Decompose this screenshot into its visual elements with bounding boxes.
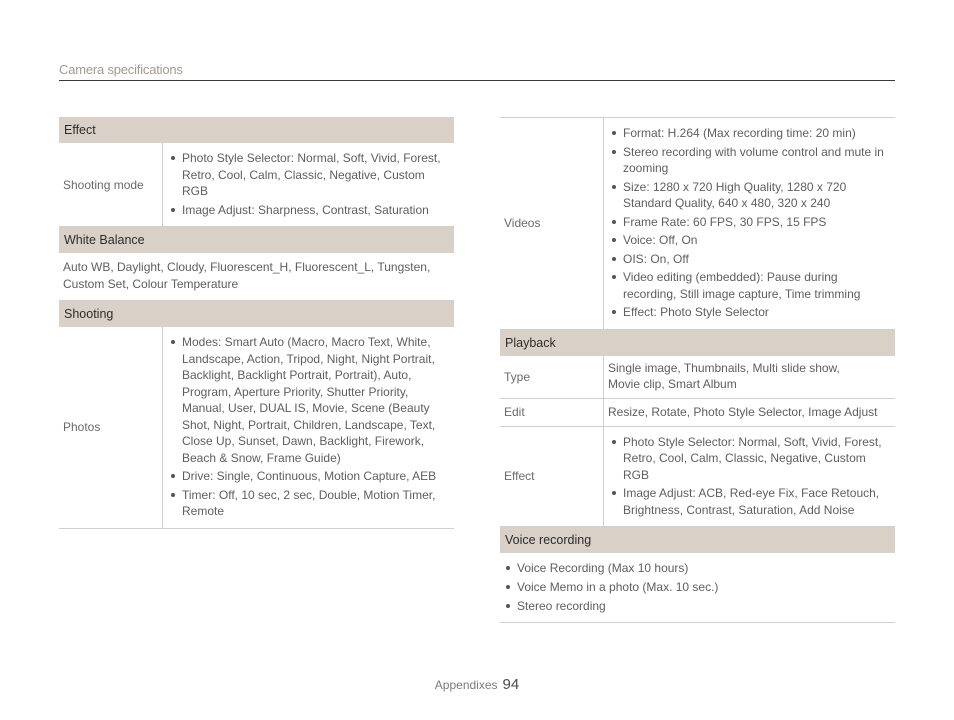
videos-content bbox=[604, 118, 895, 329]
list-item: Stereo recording with volume control and mute in zooming bbox=[610, 144, 889, 177]
list-item: Effect: Photo Style Selector bbox=[610, 304, 889, 321]
list-item: Modes: Smart Auto (Macro, Macro Text, White, Landscape, Action, Tripod, Night, Night Portrait, Backlight, Backlight Portrait, Portrait), Auto, Program, Aperture Priority, Shutter Priority, Manual, User, DUAL IS, Movie, Scene (Beauty Shot, Night, Portrait, Children, Landscape, Text, Close Up, Sunset, Dawn, Backlight, Firework, Beach & Snow, Frame Guide) bbox=[169, 334, 448, 466]
photos-label: Photos bbox=[59, 327, 163, 528]
voice-recording-content bbox=[500, 553, 895, 623]
page-number: 94 bbox=[502, 676, 520, 693]
list-item: Size: 1280 x 720 High Quality, 1280 x 720 Standard Quality, 640 x 480, 320 x 240 bbox=[610, 179, 889, 212]
shooting-mode-content bbox=[163, 143, 454, 226]
list-item: Photo Style Selector: Normal, Soft, Vivid, Forest, Retro, Cool, Calm, Classic, Negative, Custom RGB bbox=[169, 150, 448, 200]
left-spec-table bbox=[59, 117, 454, 529]
type-line: Single image, Thumbnails, Multi slide show, bbox=[608, 360, 840, 375]
photos-content bbox=[163, 327, 454, 528]
edit-label: Edit bbox=[500, 399, 604, 426]
right-spec-table bbox=[500, 117, 895, 623]
effect-row bbox=[500, 427, 895, 528]
footer-section: Appendixes bbox=[434, 678, 498, 692]
effect-content bbox=[604, 427, 895, 527]
edit-content: Resize, Rotate, Photo Style Selector, Image Adjust bbox=[608, 404, 878, 419]
list-item: Voice Memo in a photo (Max. 10 sec.) bbox=[504, 579, 891, 596]
page-title: Camera specifications bbox=[59, 62, 183, 77]
list-item: Voice Recording (Max 10 hours) bbox=[504, 560, 891, 577]
list-item: Frame Rate: 60 FPS, 30 FPS, 15 FPS bbox=[610, 214, 889, 231]
type-row bbox=[500, 356, 895, 399]
edit-row bbox=[500, 399, 895, 427]
type-label: Type bbox=[500, 356, 604, 398]
photos-row bbox=[59, 327, 454, 529]
voice-recording-heading: Voice recording bbox=[500, 527, 895, 553]
white-balance-heading: White Balance bbox=[59, 227, 454, 253]
effect-heading: Effect bbox=[59, 117, 454, 143]
white-balance-text: Auto WB, Daylight, Cloudy, Fluorescent_H, Fluorescent_L, Tungsten, Custom Set, Colour Temperature bbox=[59, 253, 454, 301]
shooting-mode-label: Shooting mode bbox=[59, 143, 163, 226]
videos-label: Videos bbox=[500, 118, 604, 329]
type-content bbox=[604, 356, 895, 398]
list-item: Timer: Off, 10 sec, 2 sec, Double, Motion Timer, Remote bbox=[169, 487, 448, 520]
list-item: Voice: Off, On bbox=[610, 232, 889, 249]
list-item: Photo Style Selector: Normal, Soft, Vivid, Forest, Retro, Cool, Calm, Classic, Negative, Custom RGB bbox=[610, 434, 889, 484]
list-item: Video editing (embedded): Pause during recording, Still image capture, Time trimming bbox=[610, 269, 889, 302]
effect-label: Effect bbox=[500, 427, 604, 527]
shooting-mode-row bbox=[59, 143, 454, 227]
page-footer bbox=[0, 676, 954, 693]
page-header bbox=[59, 62, 895, 81]
list-item: Image Adjust: ACB, Red-eye Fix, Face Retouch, Brightness, Contrast, Saturation, Add Noise bbox=[610, 485, 889, 518]
shooting-heading: Shooting bbox=[59, 301, 454, 327]
list-item: OIS: On, Off bbox=[610, 251, 889, 268]
playback-heading: Playback bbox=[500, 330, 895, 356]
type-line: Movie clip, Smart Album bbox=[608, 377, 737, 391]
list-item: Stereo recording bbox=[504, 598, 891, 615]
list-item: Drive: Single, Continuous, Motion Capture, AEB bbox=[169, 468, 448, 485]
list-item: Format: H.264 (Max recording time: 20 min) bbox=[610, 125, 889, 142]
list-item: Image Adjust: Sharpness, Contrast, Saturation bbox=[169, 202, 448, 219]
videos-row bbox=[500, 117, 895, 330]
